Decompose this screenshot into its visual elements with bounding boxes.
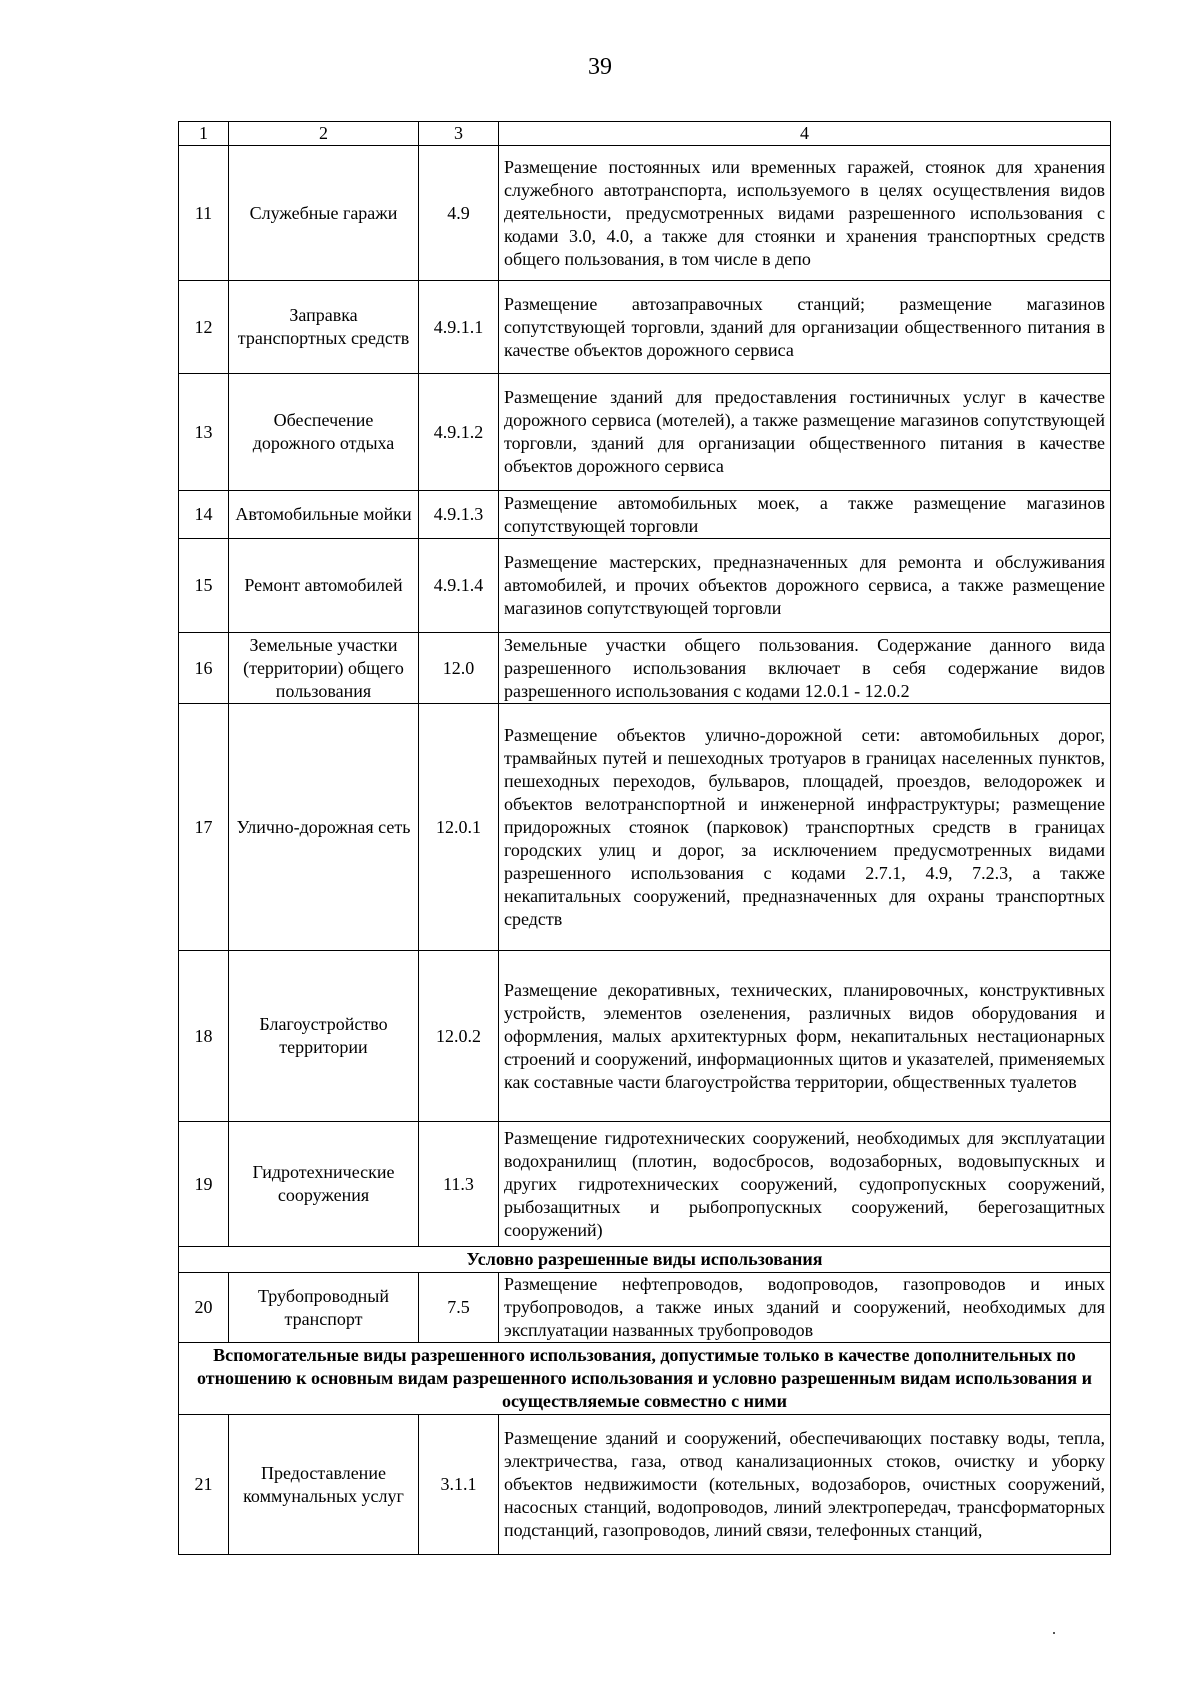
table-row [179,374,1111,491]
use-description: Размещение автомобильных моек, а также размещение магазинов сопутствующей торговли [499,491,1111,539]
use-name: Гидротехнические сооружения [229,1122,419,1247]
section-heading-conditional: Условно разрешенные виды использования [179,1247,1111,1273]
use-code: 4.9.1.3 [419,491,499,539]
row-number: 21 [179,1415,229,1555]
use-code: 4.9.1.2 [419,374,499,491]
column-header: 3 [419,122,499,146]
use-description: Размещение автозаправочных станций; размещение магазинов сопутствующей торговли, зданий для организации общественного питания в качестве объектов дорожного сервиса [499,281,1111,374]
scan-speck [1053,1632,1055,1634]
row-number: 11 [179,146,229,281]
use-name: Обеспечение дорожного отдыха [229,374,419,491]
use-code: 12.0.2 [419,951,499,1122]
use-code: 7.5 [419,1273,499,1343]
use-name: Служебные гаражи [229,146,419,281]
table-row [179,281,1111,374]
row-number: 18 [179,951,229,1122]
use-description: Размещение гидротехнических сооружений, необходимых для эксплуатации водохранилищ (плотин, водосбросов, водозаборных, водовыпускных и других гидротехнических сооружений, судопропускных сооружений, рыбозащитных и рыбопропускных сооружений, берегозащитных сооружений) [499,1122,1111,1247]
table-row [179,146,1111,281]
row-number: 12 [179,281,229,374]
use-description: Размещение мастерских, предназначенных для ремонта и обслуживания автомобилей, и прочих объектов дорожного сервиса, а также размещение магазинов сопутствующей торговли [499,539,1111,633]
row-number: 13 [179,374,229,491]
section-heading-row [179,1247,1111,1273]
land-use-table [178,121,1111,1555]
page-number: 39 [588,54,612,80]
row-number: 15 [179,539,229,633]
column-header: 2 [229,122,419,146]
use-code: 4.9.1.4 [419,539,499,633]
table-header-row [179,122,1111,146]
table-row [179,704,1111,951]
use-code: 4.9.1.1 [419,281,499,374]
use-description: Земельные участки общего пользования. Содержание данного вида разрешенного использования включает в себя содержание видов разрешенного использования с кодами 12.0.1 - 12.0.2 [499,633,1111,704]
use-name: Земельные участки (территории) общего пользования [229,633,419,704]
use-name: Автомобильные мойки [229,491,419,539]
use-name: Улично-дорожная сеть [229,704,419,951]
table-row [179,1273,1111,1343]
table-row [179,491,1111,539]
section-heading-auxiliary: Вспомогательные виды разрешенного использования, допустимые только в качестве дополнительных по отношению к основным видам разрешенного использования и условно разрешенным видам использования и осуществляемые совместно с ними [179,1343,1111,1415]
row-number: 20 [179,1273,229,1343]
use-name: Ремонт автомобилей [229,539,419,633]
use-description: Размещение зданий для предоставления гостиничных услуг в качестве дорожного сервиса (мотелей), а также размещение магазинов сопутствующей торговли, зданий для организации общественного питания в качестве объектов дорожного сервиса [499,374,1111,491]
use-description: Размещение декоративных, технических, планировочных, конструктивных устройств, элементов озеленения, различных видов оборудования и оформления, малых архитектурных форм, некапитальных нестационарных строений и сооружений, информационных щитов и указателей, применяемых как составные части благоустройства территории, общественных туалетов [499,951,1111,1122]
use-name: Предоставление коммунальных услуг [229,1415,419,1555]
use-description: Размещение объектов улично-дорожной сети: автомобильных дорог, трамвайных путей и пешеходных тротуаров в границах населенных пунктов, пешеходных переходов, бульваров, площадей, проездов, велодорожек и объектов велотранспортной и инженерной инфраструктуры; размещение придорожных стоянок (парковок) транспортных средств в границах городских улиц и дорог, за исключением предусмотренных видами разрешенного использования с кодами 2.7.1, 4.9, 7.2.3, а также некапитальных сооружений, предназначенных для охраны транспортных средств [499,704,1111,951]
use-name: Трубопроводный транспорт [229,1273,419,1343]
row-number: 16 [179,633,229,704]
use-code: 3.1.1 [419,1415,499,1555]
use-code: 11.3 [419,1122,499,1247]
table-row [179,1415,1111,1555]
section-heading-row [179,1343,1111,1415]
use-name: Заправка транспортных средств [229,281,419,374]
use-description: Размещение зданий и сооружений, обеспечивающих поставку воды, тепла, электричества, газа, отвод канализационных стоков, очистку и уборку объектов недвижимости (котельных, водозаборов, очистных сооружений, насосных станций, водопроводов, линий электропередач, трансформаторных подстанций, газопроводов, линий связи, телефонных станций, [499,1415,1111,1555]
table-row [179,539,1111,633]
column-header: 4 [499,122,1111,146]
row-number: 17 [179,704,229,951]
use-description: Размещение постоянных или временных гаражей, стоянок для хранения служебного автотранспорта, используемого в целях осуществления видов деятельности, предусмотренных видами разрешенного использования с кодами 3.0, 4.0, а также для стоянки и хранения транспортных средств общего пользования, в том числе в депо [499,146,1111,281]
table-row [179,951,1111,1122]
table-row [179,1122,1111,1247]
use-name: Благоустройство территории [229,951,419,1122]
use-description: Размещение нефтепроводов, водопроводов, газопроводов и иных трубопроводов, а также иных зданий и сооружений, необходимых для эксплуатации названных трубопроводов [499,1273,1111,1343]
table-row [179,633,1111,704]
column-header: 1 [179,122,229,146]
use-code: 12.0 [419,633,499,704]
use-code: 12.0.1 [419,704,499,951]
use-code: 4.9 [419,146,499,281]
row-number: 19 [179,1122,229,1247]
row-number: 14 [179,491,229,539]
